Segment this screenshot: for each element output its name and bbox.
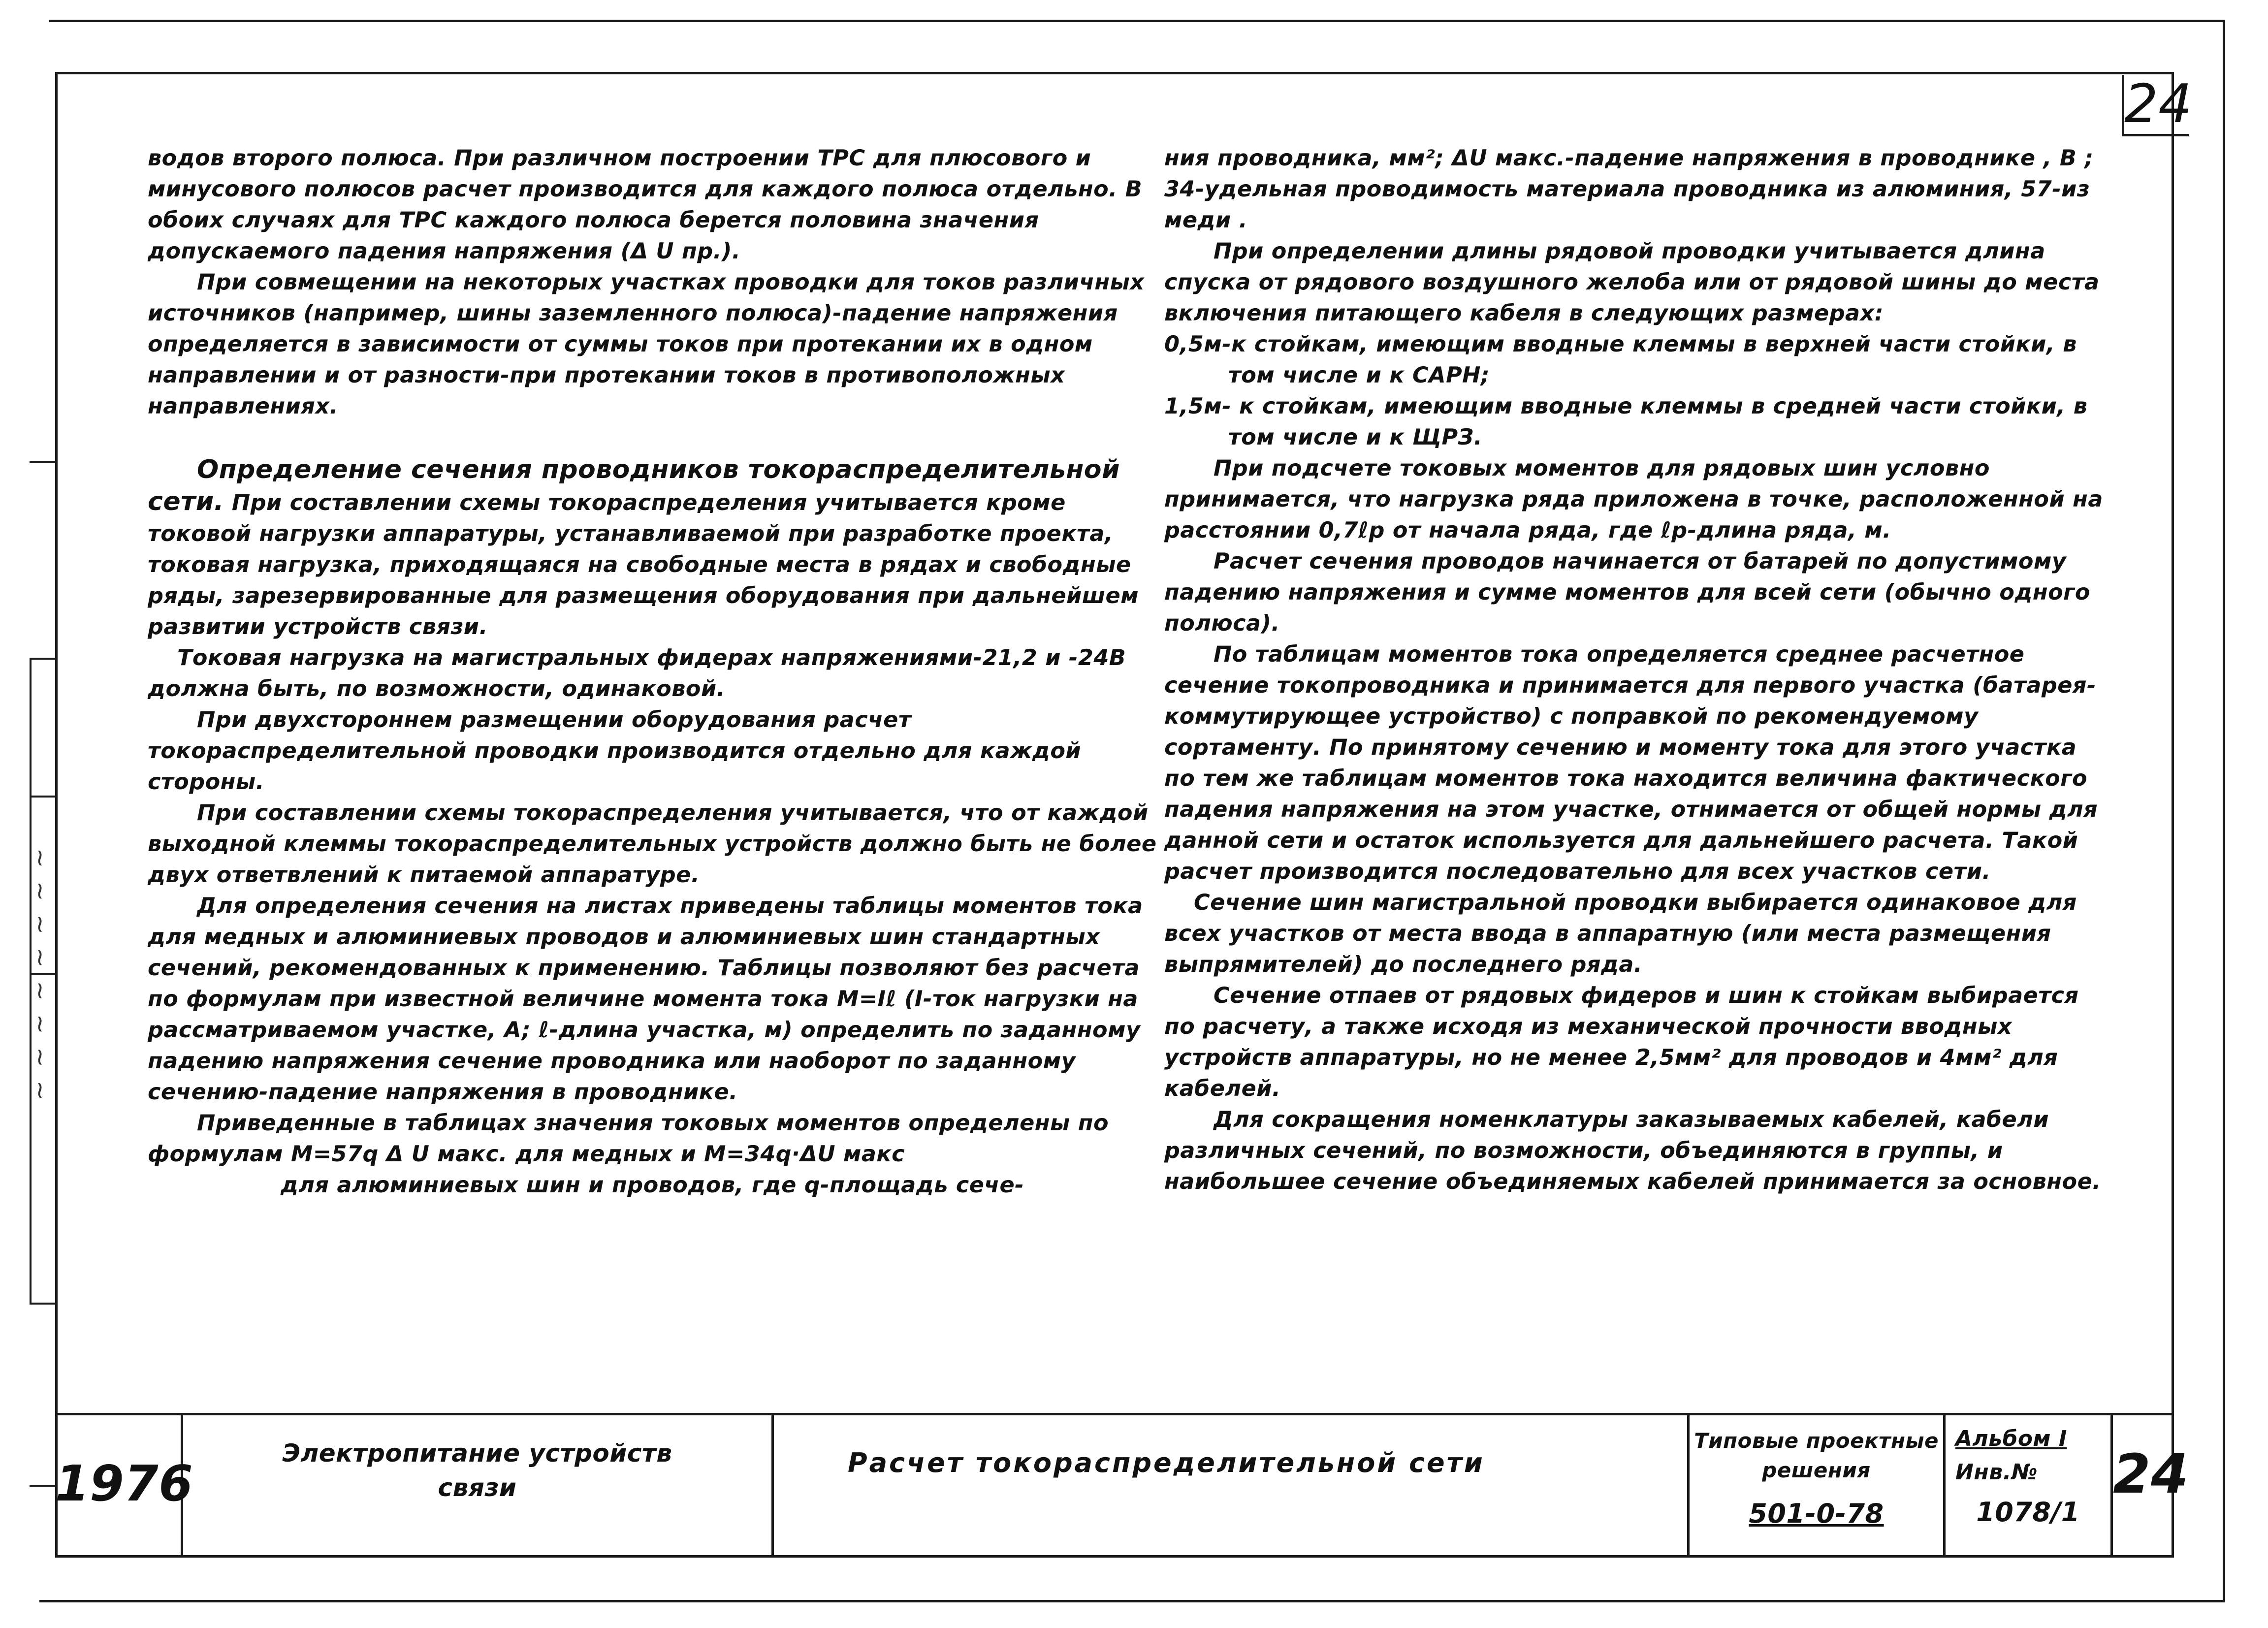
subject-line2: связи: [438, 1473, 517, 1502]
sheet-title: Расчет токораспределительной сети: [848, 1447, 1485, 1478]
binding-strip: [0, 72, 55, 1558]
corner-page-number: 24: [2122, 75, 2189, 136]
right-text-column: [1164, 143, 2114, 1197]
paragraph: При составлении схемы токораспределения учитывается, что от каждой выходной клеммы токораспределительных устройств должно быть не более двух ответвлений к питаемой аппаратуре.: [148, 800, 1157, 888]
left-text-column: [148, 143, 1157, 1201]
paragraph: При совмещении на некоторых участках проводки для токов различных источников (например, шины заземленного полюса)-падение напряжения определяется в зависимости от суммы токов при протекании их в одном направлении и от разности-при протекании токов в противоположных направлениях.: [148, 270, 1145, 419]
paragraph: Сечение шин магистральной проводки выбирается одинаковое для всех участков от места ввода в аппаратную (или места размещения выпрямителей) до последнего ряда.: [1164, 890, 2077, 977]
top-border-line: [49, 20, 2225, 22]
title-block: [55, 1413, 2189, 1558]
album-label: Альбом I: [1955, 1426, 2067, 1451]
sheet-title-cell: [774, 1415, 1690, 1558]
series-code: 501-0-78: [1749, 1498, 1884, 1529]
binding-strip-tick: [30, 1485, 55, 1487]
binding-strip-tick: [30, 1303, 55, 1305]
series-line2: решения: [1762, 1458, 1871, 1482]
paragraph: для алюминиевых шин и проводов, где q-площадь сече-: [280, 1173, 1024, 1198]
paragraph: Сечение отпаев от рядовых фидеров и шин к стойкам выбирается по расчету, а также исходя из механической прочности вводных устройств аппаратуры, но не менее 2,5мм² для проводов и 4мм² для кабелей.: [1164, 983, 2079, 1101]
paragraph: Для определения сечения на листах приведены таблицы моментов тока для медных и алюминиевых проводов и алюминиевых шин стандартных сечений, рекомендованных к применению. Таблицы позволяют без расчета по формулам при известной величине момента тока M=Iℓ (I-ток нагрузки на рассматриваемом участке, A; ℓ-длина участка, м) определить по заданному падению напряжения сечение проводника или наоборот по заданному сечению-падение напряжения в проводнике.: [148, 894, 1143, 1105]
paragraph: Для сокращения номенклатуры заказываемых кабелей, кабели различных сечений, по возможности, объединяются в группы, и наибольшее сечение объединяемых кабелей принимается за основное.: [1164, 1107, 2101, 1194]
paragraph: При двухстороннем размещении оборудования расчет токораспределительной проводки производится отдельно для каждой стороны.: [148, 707, 1082, 795]
section-heading: Определение сечения проводников токораспределительной сети.: [148, 455, 1120, 516]
signature-stamp: ~ ~ ~ ~ ~ ~ ~ ~: [26, 845, 53, 1101]
paragraph: Токовая нагрузка на магистральных фидерах напряжениями-21,2 и -24В должна быть, по возможности, одинаковой.: [148, 645, 1126, 702]
binding-strip-tick: [30, 658, 55, 660]
series-cell: [1690, 1415, 1946, 1558]
inv-label: Инв.№: [1955, 1460, 2038, 1485]
subject-cell: [183, 1415, 774, 1558]
year-cell: [55, 1415, 193, 1558]
year: 1976: [55, 1455, 193, 1512]
right-border-line: [2223, 20, 2225, 1602]
album-cell: [1946, 1415, 2113, 1558]
paragraph: ния проводника, мм²; ΔU макс.-падение напряжения в проводнике , В ; 34-удельная проводимость материала проводника из алюминия, 57-из меди .: [1164, 146, 2094, 233]
inv-number: 1078/1: [1976, 1497, 2080, 1528]
paragraph: По таблицам моментов тока определяется среднее расчетное сечение токопроводника и принимается для первого участка (батарея-коммутирующее устройство) с поправкой по рекомендуемому сортаменту. По принятому сечению и моменту тока для этого участка по тем же таблицам моментов тока находится величина фактического падения напряжения на этом участке, отнимается от общей нормы для данной сети и остаток используется для дальнейшего расчета. Такой расчет производится последовательно для всех участков сети.: [1164, 642, 2098, 884]
paragraph: Расчет сечения проводов начинается от батарей по допустимому падению напряжения и сумме моментов для всей сети (обычно одного полюса).: [1164, 549, 2090, 636]
binding-strip-tick: [30, 461, 55, 463]
paragraph: водов второго полюса. При различном построении ТРС для плюсового и минусового полюсов расчет производится для каждого полюса отдельно. В обоих случаях для ТРС каждого полюса берется половина значения допускаемого падения напряжения (Δ U пр.).: [148, 146, 1143, 264]
page-number: 24: [2113, 1442, 2189, 1505]
paragraph: При подсчете токовых моментов для рядовых шин условно принимается, что нагрузка ряда приложена в точке, расположенной на расстоянии 0,7ℓр от начала ряда, где ℓр-длина ряда, м.: [1164, 456, 2103, 543]
list-item: 0,5м-к стойкам, имеющим вводные клеммы в верхней части стойки, в том числе и к САРН;: [1164, 332, 2077, 388]
subject-line1: Электропитание устройств: [282, 1439, 672, 1468]
paragraph: При определении длины рядовой проводки учитывается длина спуска от рядового воздушного желоба или от рядовой шины до места включения питающего кабеля в следующих размерах:: [1164, 239, 2100, 326]
paragraph: Приведенные в таблицах значения токовых моментов определены по формулам M=57q Δ U макс. для медных и M=34q·ΔU макс: [148, 1111, 1109, 1167]
section-paragraph: [148, 454, 1157, 642]
series-line1: Типовые проектные: [1694, 1429, 1939, 1453]
section-body: При составлении схемы токораспределения учитывается кроме токовой нагрузки аппаратуры, устанавливаемой при разработке проекта, токовая нагрузка, приходящаяся на свободные места в рядах и свободные ряды, зарезервированные для размещения оборудования при дальнейшем развитии устройств связи.: [148, 490, 1139, 639]
bottom-border-line: [39, 1600, 2225, 1602]
list-item: 1,5м- к стойкам, имеющим вводные клеммы в средней части стойки, в том числе и к ЩРЗ.: [1164, 394, 2088, 450]
